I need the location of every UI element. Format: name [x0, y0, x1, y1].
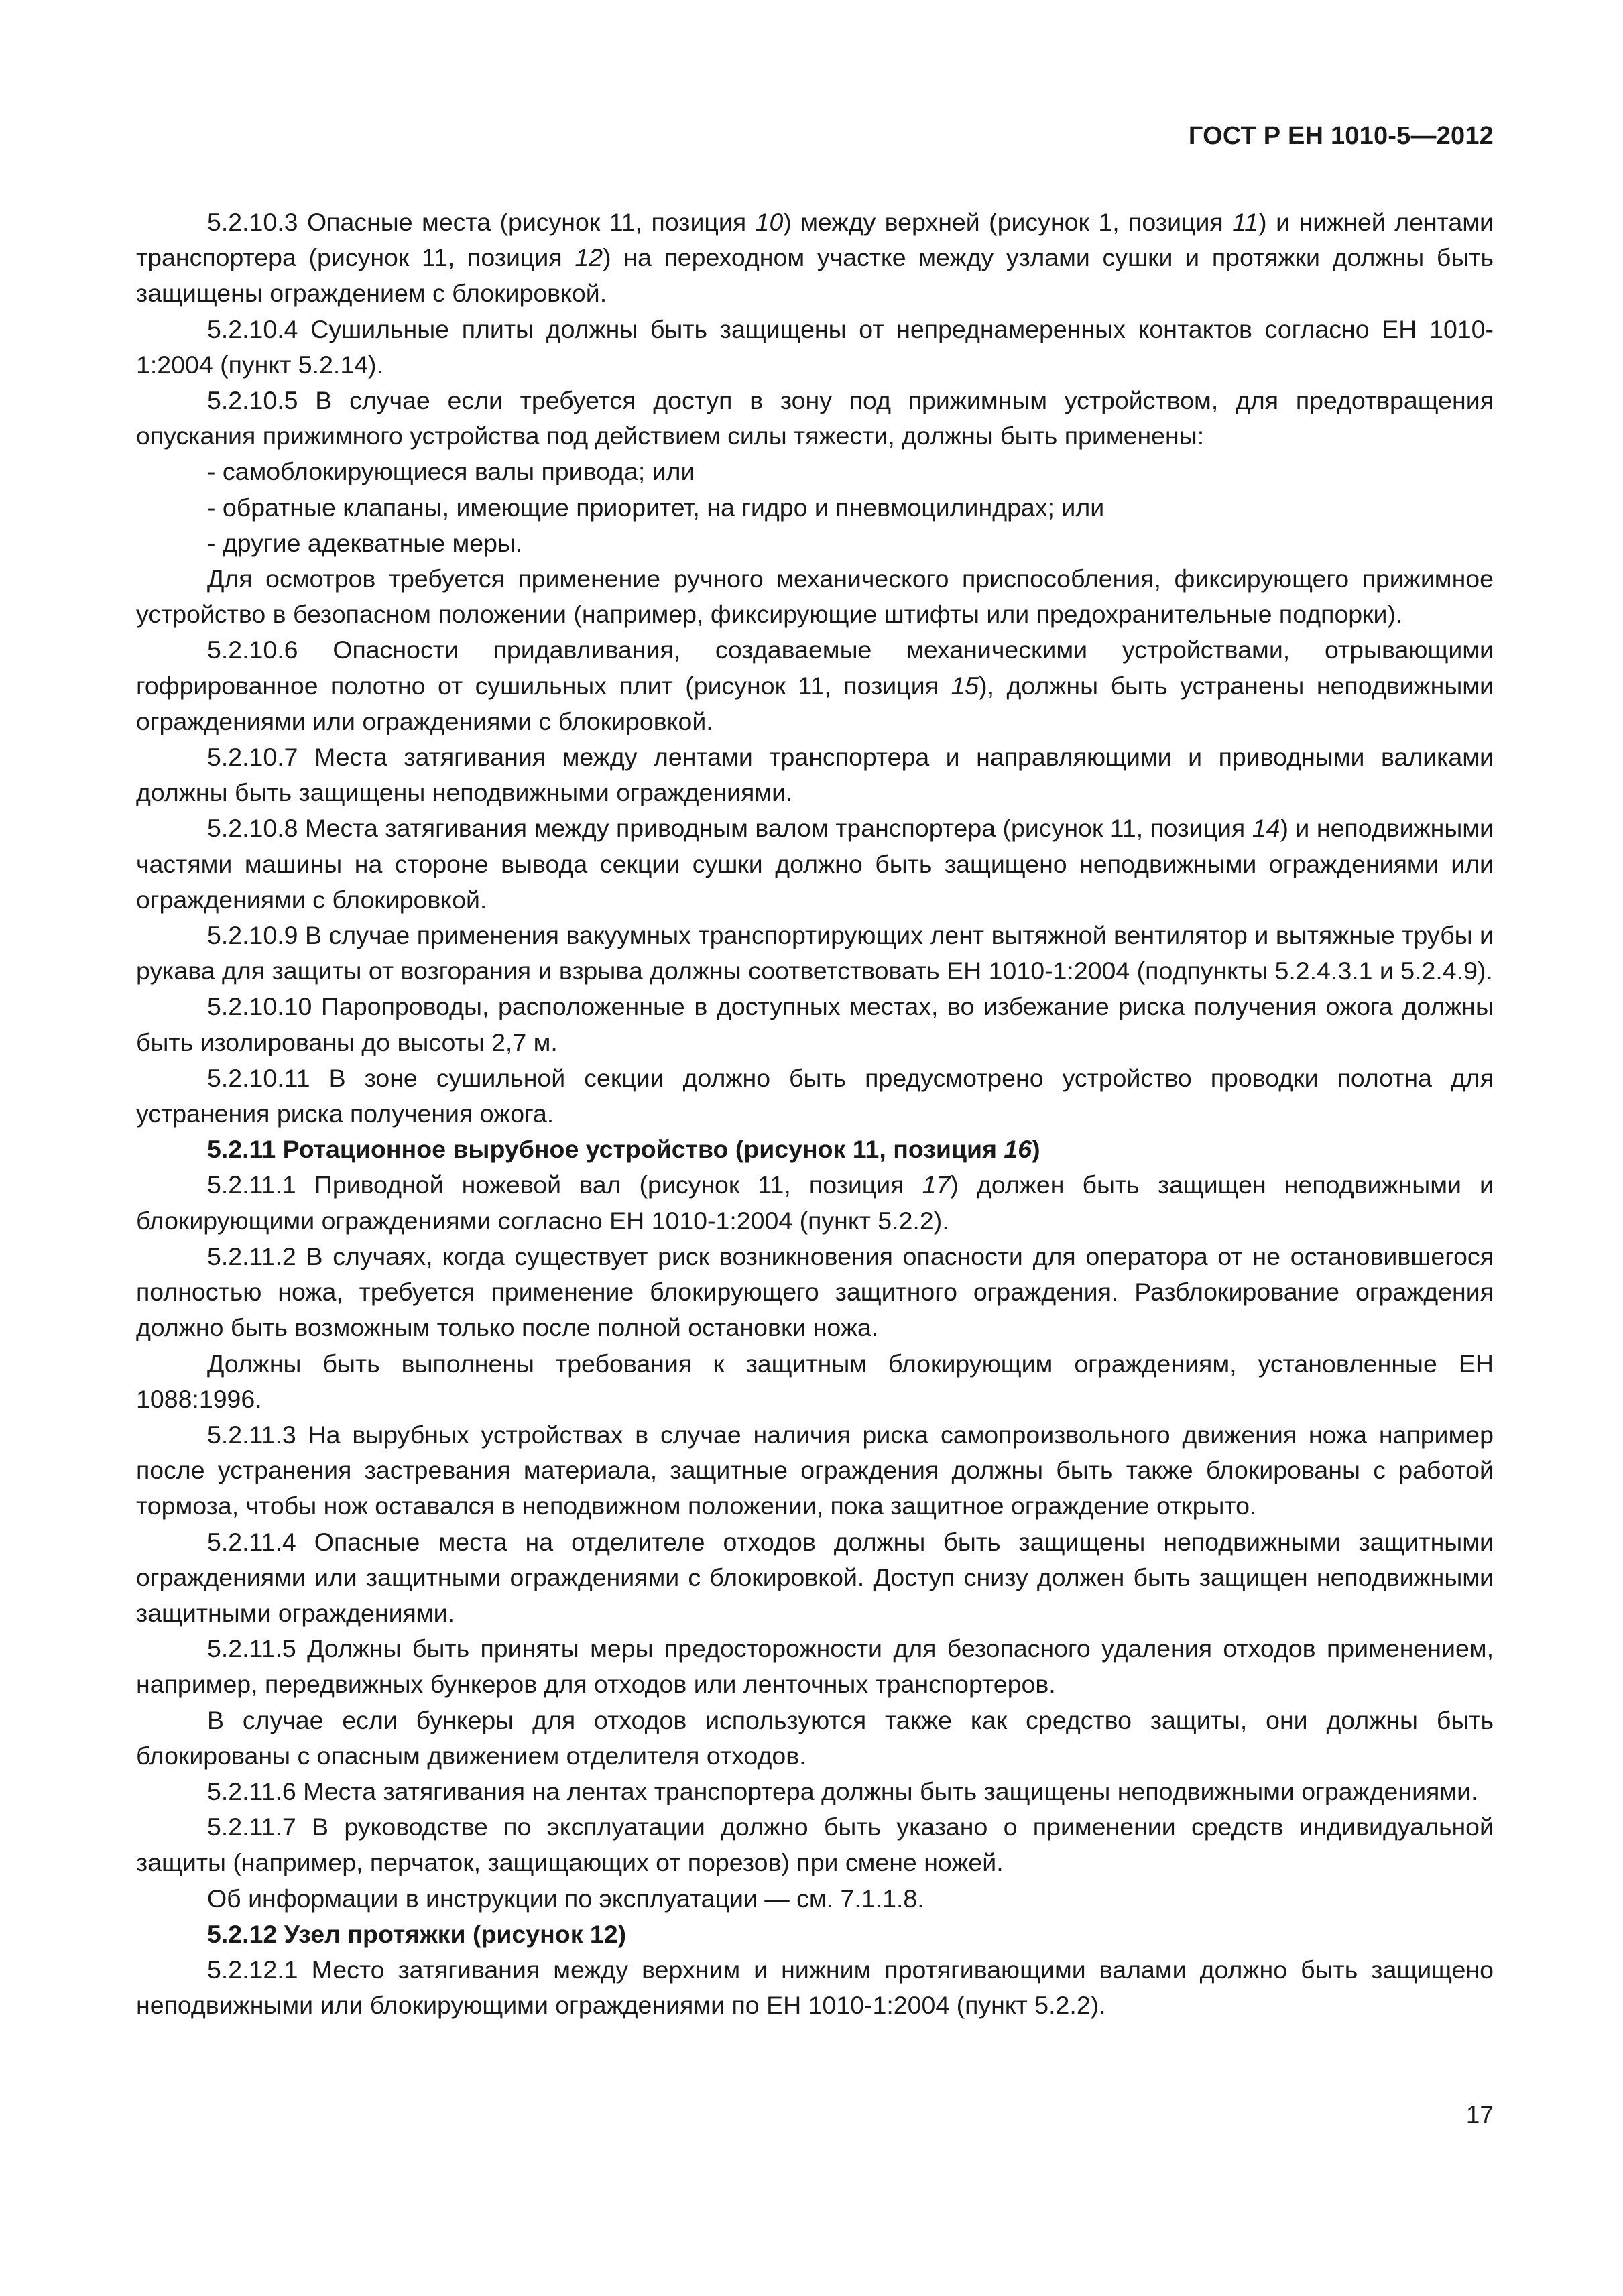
paragraph [136, 1167, 1494, 1238]
paragraph [136, 632, 1494, 739]
text-run: 5.2.10.7 Места затягивания между лентами транспортера и направляющими и приводными валиками должны быть защищены неподвижными ограждениями. [136, 743, 1494, 807]
text-run: ) на переходном участке между узлами сушки и протяжки должны быть защищены ограждением с блокировкой. [136, 243, 1494, 308]
paragraph [136, 1417, 1494, 1524]
section-heading [136, 1132, 1494, 1167]
paragraph [136, 1881, 1494, 1917]
text-run: 5.2.11.1 Приводной ножевой вал (рисунок 11, позиция [207, 1170, 922, 1199]
text-run: 5.2.12.1 Место затягивания между верхним и нижним протягивающими валами должно быть защищено неподвижными или блокирующими ограждениями по ЕН 1010-1:2004 (пункт 5.2.2). [136, 1955, 1494, 2020]
text-run: 5.2.10.11 В зоне сушильной секции должно быть предусмотрено устройство проводки полотна для устранения риска получения ожога. [136, 1063, 1494, 1128]
page-number: 17 [1465, 2101, 1494, 2128]
text-run: 5.2.11 Ротационное вырубное устройство (рисунок 11, позиция [207, 1135, 1004, 1164]
text-run: ) и нижней лентами транспортера (рисунок 11, позиция [136, 208, 1494, 272]
section-heading [136, 1917, 1494, 1952]
paragraph [136, 1809, 1494, 1880]
text-run: ) [1032, 1135, 1040, 1164]
paragraph [136, 1703, 1494, 1774]
paragraph [136, 561, 1494, 632]
text-run: ) и неподвижными частями машины на стороне вывода секции сушки должно быть защищено неподвижными ограждениями или ограждениями с блокировкой. [136, 814, 1494, 914]
text-run: В случае если бункеры для отходов используются также как средство защиты, они должны быть блокированы с опасным движением отделителя отходов. [136, 1705, 1494, 1770]
text-run: 5.2.10.10 Паропроводы, расположенные в доступных местах, во избежание риска получения ожога должны быть изолированы до высоты 2,7 м. [136, 992, 1494, 1056]
paragraph [136, 526, 1494, 561]
figure-position-number: 16 [1004, 1135, 1032, 1164]
figure-position-number: 11 [1232, 208, 1259, 236]
text-run: 5.2.11.5 Должны быть приняты меры предосторожности для безопасного удаления отходов применением, например, передвижных бункеров для отходов или ленточных транспортеров. [136, 1634, 1494, 1699]
paragraph [136, 1239, 1494, 1346]
figure-position-number: 17 [922, 1170, 951, 1199]
text-run: 5.2.10.5 В случае если требуется доступ в зону под прижимным устройством, для предотвращения опускания прижимного устройства под действием силы тяжести, должны быть применены: [136, 386, 1494, 450]
paragraph [136, 1061, 1494, 1132]
text-run: ) должен быть защищен неподвижными и блокирующими ограждениями согласно ЕН 1010-1:2004 (пункт 5.2.2). [136, 1170, 1494, 1235]
paragraph [136, 490, 1494, 526]
paragraph [136, 1346, 1494, 1417]
figure-position-number: 10 [755, 208, 784, 236]
text-run: - другие адекватные меры. [207, 528, 523, 557]
text-run: ), должны быть устранены неподвижными ограждениями или ограждениями с блокировкой. [136, 671, 1494, 735]
text-run: - самоблокирующиеся валы привода; или [207, 457, 695, 486]
paragraph [136, 312, 1494, 383]
standard-designation: ГОСТ Р ЕН 1010-5—2012 [1188, 122, 1494, 150]
text-run: 5.2.11.3 На вырубных устройствах в случае наличия риска самопроизвольного движения ножа например после устранения застревания материала, защитные ограждения должны быть также блокированы с работой тормоза, чтобы нож оставался в неподвижном положении, пока защитное ограждение открыто. [136, 1420, 1494, 1520]
text-run: 5.2.10.8 Места затягивания между приводным валом транспортера (рисунок 11, позиция [207, 814, 1252, 843]
text-run: 5.2.12 Узел протяжки (рисунок 12) [207, 1919, 627, 1948]
figure-position-number: 14 [1252, 814, 1280, 843]
paragraph [136, 989, 1494, 1060]
paragraph [136, 810, 1494, 918]
paragraph [136, 1952, 1494, 2023]
text-run: 5.2.11.2 В случаях, когда существует риск возникновения опасности для оператора от не остановившегося полностью ножа, требуется применение блокирующего защитного ограждения. Разблокирование ограждения должно быть возможным только после полной остановки ножа. [136, 1242, 1494, 1342]
text-run: Должны быть выполнены требования к защитным блокирующим ограждениям, установленные ЕН 1088:1996. [136, 1349, 1494, 1413]
paragraph [136, 1774, 1494, 1809]
text-run: Об информации в инструкции по эксплуатации — см. 7.1.1.8. [207, 1884, 924, 1913]
paragraph [136, 383, 1494, 454]
text-run: 5.2.11.7 В руководстве по эксплуатации должно быть указано о применении средств индивидуальной защиты (например, перчаток, защищающих от порезов) при смене ножей. [136, 1813, 1494, 1877]
document-body [136, 204, 1494, 2023]
paragraph [136, 1524, 1494, 1632]
figure-position-number: 12 [575, 243, 603, 272]
text-run: 5.2.10.3 Опасные места (рисунок 11, позиция [207, 208, 756, 236]
paragraph [136, 204, 1494, 312]
text-run: - обратные клапаны, имеющие приоритет, на гидро и пневмоцилиндрах; или [207, 493, 1105, 522]
text-run: 5.2.10.4 Сушильные плиты должны быть защищены от непреднамеренных контактов согласно ЕН 1010-1:2004 (пункт 5.2.14). [136, 314, 1494, 379]
text-run: 5.2.11.6 Места затягивания на лентах транспортера должны быть защищены неподвижными ограждениями. [207, 1776, 1478, 1805]
paragraph [136, 1631, 1494, 1702]
paragraph [136, 454, 1494, 489]
paragraph [136, 918, 1494, 989]
text-run: 5.2.10.9 В случае применения вакуумных транспортирующих лент вытяжной вентилятор и вытяжные трубы и рукава для защиты от возгорания и взрыва должны соответствовать ЕН 1010-1:2004 (подпункты 5.2.4.3.1 и 5.2.4.9). [136, 921, 1494, 985]
text-run: 5.2.11.4 Опасные места на отделителе отходов должны быть защищены неподвижными защитными ограждениями или защитными ограждениями с блокировкой. Доступ снизу должен быть защищен неподвижными защитными ограждениями. [136, 1527, 1494, 1627]
text-run: ) между верхней (рисунок 1, позиция [783, 208, 1233, 236]
text-run: 5.2.10.6 Опасности придавливания, создаваемые механическими устройствами, отрывающими гофрированное полотно от сушильных плит (рисунок 11, позиция [136, 636, 1494, 700]
figure-position-number: 15 [951, 671, 979, 700]
text-run: Для осмотров требуется применение ручного механического приспособления, фиксирующего прижимное устройство в безопасном положении (например, фиксирующие штифты или предохранительные подпорки). [136, 564, 1494, 629]
paragraph [136, 739, 1494, 810]
